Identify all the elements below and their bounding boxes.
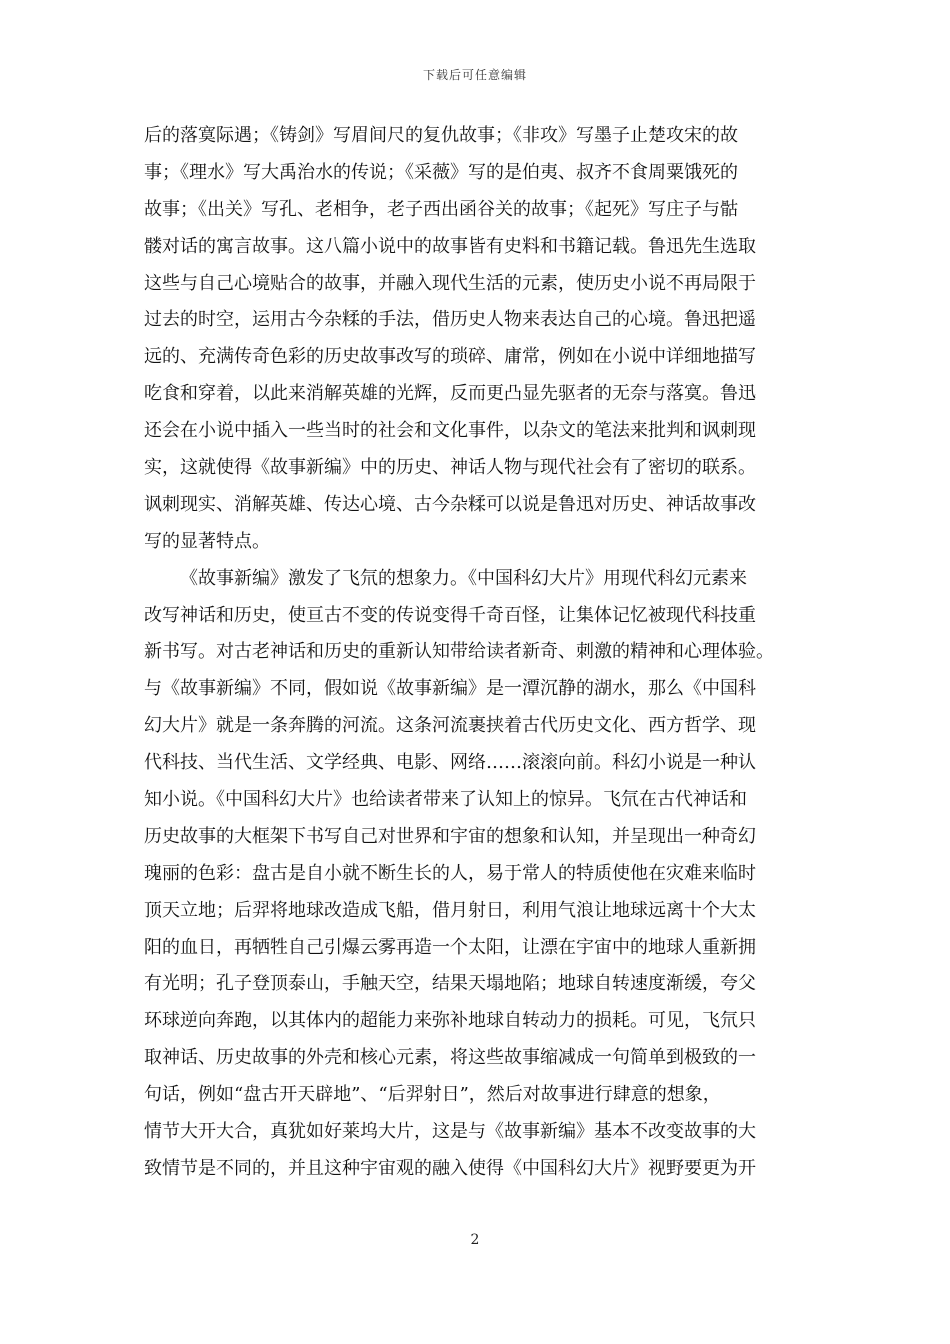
text-line: 故事；《出关》写孔、老相争，老子西出函谷关的故事；《起死》写庄子与骷 [144, 198, 738, 220]
text-line: 阳的血日，再牺牲自己引爆云雾再造一个太阳，让漂在宇宙中的地球人重新拥 [144, 936, 756, 958]
text-line: 事；《理水》写大禹治水的传说；《采薇》写的是伯夷、叔齐不食周粟饿死的 [144, 161, 738, 183]
text-line: 这些与自己心境贴合的故事，并融入现代生活的元素，使历史小说不再局限于 [144, 272, 756, 294]
text-line: 致情节是不同的，并且这种宇宙观的融入使得《中国科幻大片》视野要更为开 [144, 1157, 756, 1179]
text-line: 过去的时空，运用古今杂糅的手法，借历史人物来表达自己的心境。鲁迅把遥 [144, 309, 756, 331]
paragraph [144, 118, 806, 561]
text-line: 代科技、当代生活、文学经典、电影、网络……滚滚向前。科幻小说是一种认 [144, 752, 756, 774]
text-line: 取神话、历史故事的外壳和核心元素，将这些故事缩减成一句简单到极致的一 [144, 1047, 756, 1069]
text-line: 实，这就使得《故事新编》中的历史、神话人物与现代社会有了密切的联系。 [144, 457, 756, 479]
text-line: 环球逆向奔跑，以其体内的超能力来弥补地球自转动力的损耗。可见，飞氘只 [144, 1010, 756, 1032]
text-line: 顶天立地；后羿将地球改造成飞船，借月射日，利用气浪让地球远离十个大太 [144, 899, 756, 921]
text-line: 情节大开大合，真犹如好莱坞大片，这是与《故事新编》基本不改变故事的大 [144, 1121, 756, 1143]
text-line: 还会在小说中插入一些当时的社会和文化事件，以杂文的笔法来批判和讽刺现 [144, 420, 756, 442]
text-line: 改写神话和历史，使亘古不变的传说变得千奇百怪，让集体记忆被现代科技重 [144, 604, 756, 626]
text-line: 知小说。《中国科幻大片》也给读者带来了认知上的惊异。飞氘在古代神话和 [144, 789, 747, 811]
document-body [144, 118, 806, 1188]
text-line: 历史故事的大框架下书写自己对世界和宇宙的想象和认知，并呈现出一种奇幻 [144, 825, 756, 847]
page-header: 下载后可任意编辑 [422, 68, 527, 82]
text-line: 句话，例如“盘古开天辟地”、“后羿射日”，然后对故事进行肆意的想象， [144, 1084, 721, 1106]
text-line: 吃食和穿着，以此来消解英雄的光辉，反而更凸显先驱者的无奈与落寞。鲁迅 [144, 383, 756, 405]
text-line: 与《故事新编》不同，假如说《故事新编》是一潭沉静的湖水，那么《中国科 [144, 678, 756, 700]
text-line: 《故事新编》激发了飞氘的想象力。《中国科幻大片》用现代科幻元素来 [180, 567, 747, 589]
text-line: 有光明；孔子登顶泰山，手触天空，结果天塌地陷；地球自转速度渐缓，夸父 [144, 973, 756, 995]
text-line: 写的显著特点。 [144, 530, 270, 552]
text-line: 瑰丽的色彩：盘古是自小就不断生长的人，易于常人的特质使他在灾难来临时 [144, 862, 756, 884]
text-line: 新书写。对古老神话和历史的重新认知带给读者新奇、刺激的精神和心理体验。 [144, 641, 774, 663]
page-number: 2 [470, 1232, 480, 1248]
paragraph [144, 561, 806, 1188]
text-line: 幻大片》就是一条奔腾的河流。这条河流裹挟着古代历史文化、西方哲学、现 [144, 715, 756, 737]
text-line: 远的、充满传奇色彩的历史故事改写的琐碎、庸常，例如在小说中详细地描写 [144, 346, 756, 368]
text-line: 讽刺现实、消解英雄、传达心境、古今杂糅可以说是鲁迅对历史、神话故事改 [144, 493, 756, 515]
text-line: 髅对话的寓言故事。这八篇小说中的故事皆有史料和书籍记载。鲁迅先生选取 [144, 235, 756, 257]
text-line: 后的落寞际遇；《铸剑》写眉间尺的复仇故事；《非攻》写墨子止楚攻宋的故 [144, 125, 738, 146]
